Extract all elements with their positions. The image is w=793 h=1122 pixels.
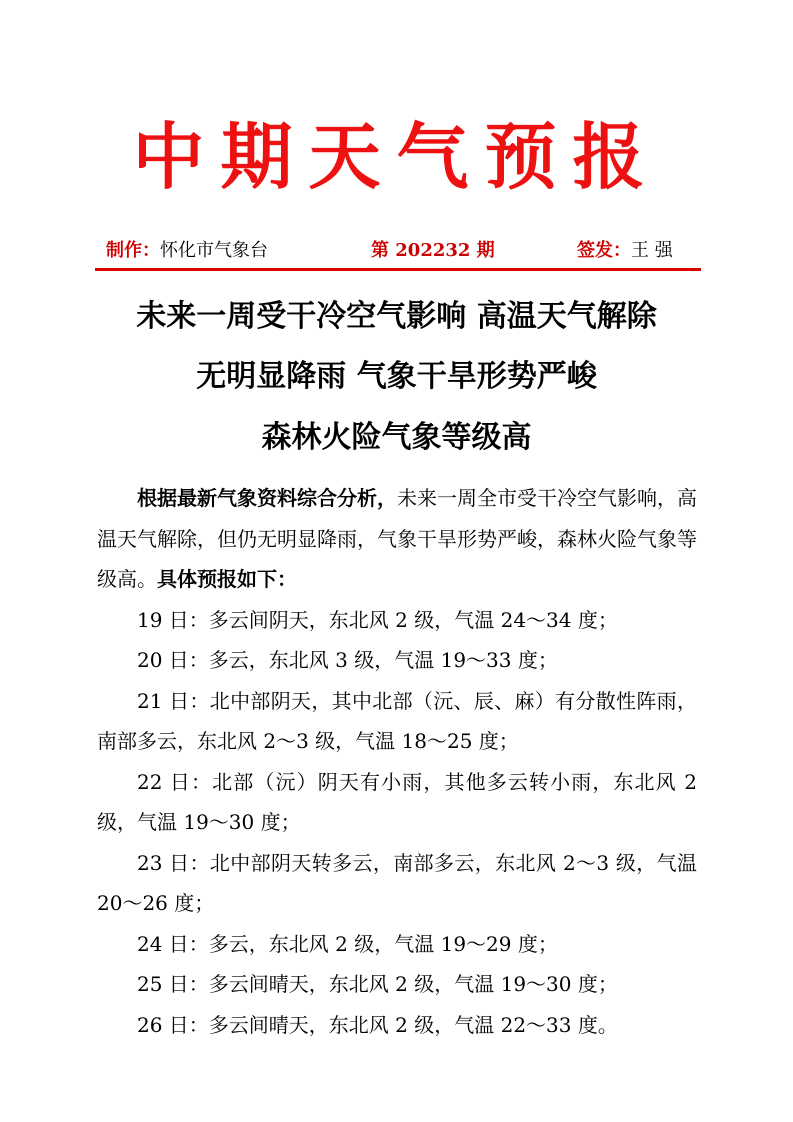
forecast-day-21: 21 日：北中部阴天，其中北部（沅、辰、麻）有分散性阵雨，南部多云，东北风 2～3 级，气温 18～25 度；	[97, 688, 697, 753]
forecast-day-19: 19 日：多云间阴天，东北风 2 级，气温 24～34 度；	[137, 607, 618, 632]
forecast-body	[97, 478, 697, 1045]
producer-line	[106, 236, 268, 266]
issue-number: 第 202232 期	[371, 240, 495, 261]
headline-3: 森林火险气象等级高	[261, 420, 532, 455]
header-divider	[95, 268, 701, 271]
forecast-day-20: 20 日：多云，东北风 3 级，气温 19～33 度；	[137, 648, 558, 672]
forecast-day-23: 23 日：北中部阴天转多云，南部多云，东北风 2～3 级，气温 20～26 度；	[97, 850, 697, 915]
signer-label: 签发：	[577, 240, 631, 261]
headline-2: 无明显降雨 气象干旱形势严峻	[196, 359, 597, 394]
signer-line	[577, 236, 673, 266]
intro-lead: 根据最新气象资料综合分析，	[137, 486, 397, 510]
forecast-day-22: 22 日：北部（沅）阴天有小雨，其他多云转小雨，东北风 2 级，气温 19～30 度；	[97, 769, 697, 834]
intro-text: 未来一周全市受干冷空气影响，高温天气解除，但仍无明显降雨，气象干旱形势严峻，森林火险气象等级高。	[97, 486, 697, 591]
intro-paragraph	[97, 478, 697, 600]
forecast-day-26: 26 日：多云间晴天，东北风 2 级，气温 22～33 度。	[137, 1012, 618, 1037]
producer-value: 怀化市气象台	[160, 240, 268, 261]
forecast-day-25: 25 日：多云间晴天，东北风 2 级，气温 19～30 度；	[137, 972, 618, 996]
headline-1: 未来一周受干冷空气影响 高温天气解除	[136, 299, 657, 334]
producer-label: 制作：	[106, 240, 160, 261]
masthead-title: 中期天气预报	[132, 114, 661, 199]
forecast-day-24: 24 日：多云，东北风 2 级，气温 19～29 度；	[137, 931, 558, 956]
intro-tail: 具体预报如下：	[157, 567, 297, 591]
signer-value: 王 强	[631, 240, 673, 261]
